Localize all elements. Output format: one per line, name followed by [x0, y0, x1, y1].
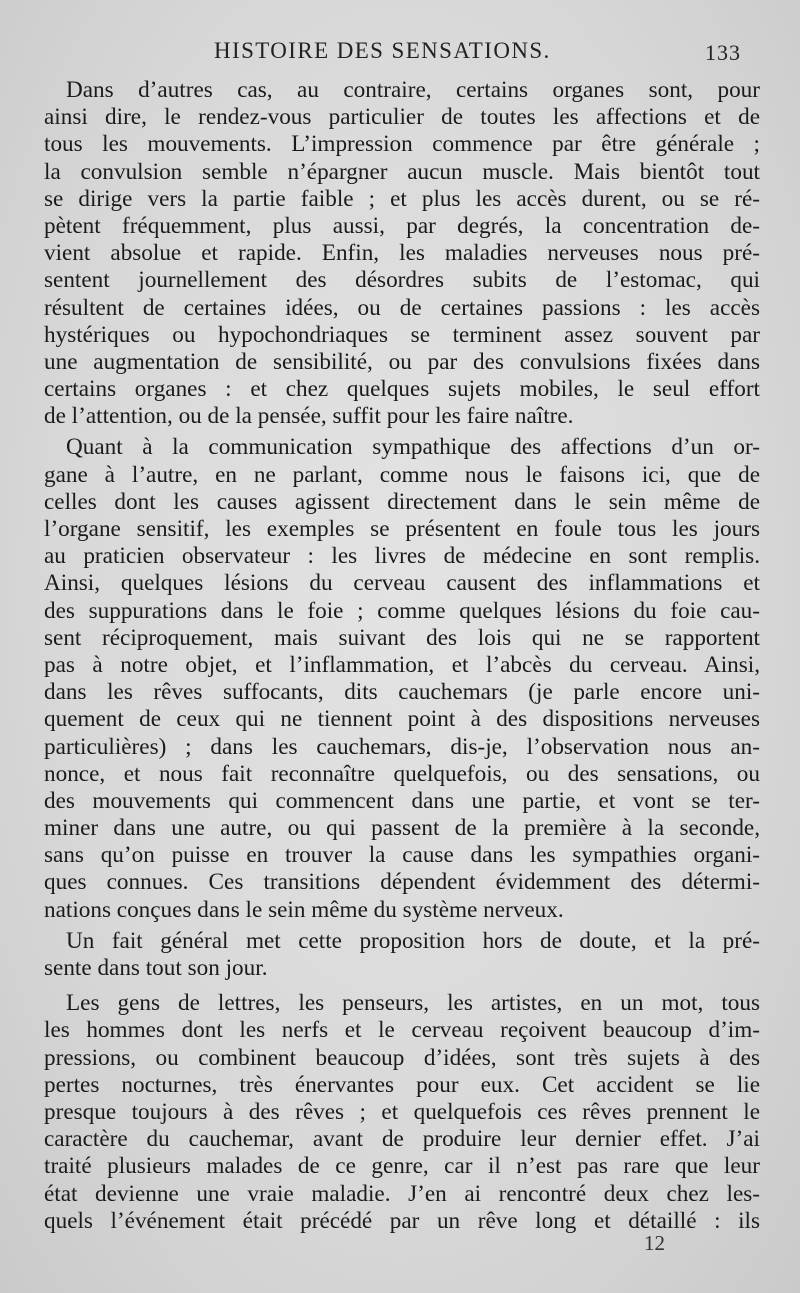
text-line: sans qu’on puisse en trouver la cause dans les sympathies organi-	[44, 842, 760, 869]
text-line: tous les mouvements. L’impression commence par être générale ;	[44, 131, 760, 158]
text-line: nonce, et nous fait reconnaître quelquefois, ou des sensations, ou	[44, 760, 760, 787]
text-line: la convulsion semble n’épargner aucun muscle. Mais bientôt tout	[44, 158, 760, 185]
text-line: nations conçues dans le sein même du système nerveux.	[44, 896, 564, 923]
text-line: vient absolue et rapide. Enfin, les maladies nerveuses nous pré-	[44, 240, 760, 267]
text-line: quement de ceux qui ne tiennent point à des dispositions nerveuses	[44, 706, 760, 733]
text-line: Les gens de lettres, les penseurs, les artistes, en un mot, tous	[66, 990, 760, 1017]
text-line: ainsi dire, le rendez-vous particulier de toutes les affections et de	[44, 104, 760, 131]
text-line: Un fait général met cette proposition hors de doute, et la pré-	[66, 927, 760, 954]
text-line: traité plusieurs malades de ce genre, car il n’est pas rare que leur	[44, 1153, 760, 1180]
text-line: de l’attention, ou de la pensée, suffit pour les faire naître.	[44, 403, 574, 430]
text-line: miner dans une autre, ou qui passent de la première à la seconde,	[44, 815, 760, 842]
text-line: celles dont les causes agissent directement dans le sein même de	[44, 488, 760, 515]
text-line: pas à notre objet, et l’inflammation, et l’abcès du cerveau. Ainsi,	[44, 651, 760, 678]
text-line: des mouvements qui commencent dans une partie, et vont se ter-	[44, 787, 760, 814]
signature-mark: 12	[644, 1231, 665, 1255]
text-line: gane à l’autre, en ne parlant, comme nous le faisons ici, que de	[44, 461, 760, 488]
text-line: pertes nocturnes, très énervantes pour eux. Cet accident se lie	[44, 1071, 760, 1098]
text-line: caractère du cauchemar, avant de produire leur dernier effet. J’ai	[44, 1126, 760, 1153]
text-line: Quant à la communication sympathique des affections d’un or-	[66, 434, 760, 461]
paragraph-2	[44, 434, 760, 923]
text-line: presque toujours à des rêves ; et quelquefois ces rêves prennent le	[44, 1098, 760, 1125]
text-line: dans les rêves suffocants, dits cauchemars (je parle encore uni-	[44, 679, 760, 706]
text-line: se dirige vers la partie faible ; et plus les accès durent, ou se ré-	[44, 185, 760, 212]
text-line: particulières) ; dans les cauchemars, dis-je, l’observation nous an-	[44, 733, 760, 760]
paragraph-4	[44, 990, 760, 1235]
text-line: hystériques ou hypochondriaques se terminent assez souvent par	[44, 321, 760, 348]
page-number: 133	[705, 40, 741, 65]
text-line: l’organe sensitif, les exemples se présentent en foule tous les jours	[44, 516, 760, 542]
text-line: les hommes dont les nerfs et le cerveau reçoivent beaucoup d’im-	[44, 1017, 760, 1044]
text-line: sentent journellement des désordres subits de l’estomac, qui	[44, 267, 760, 294]
text-line: ques connues. Ces transitions dépendent évidemment des détermi-	[44, 869, 760, 896]
text-line: quels l’événement était précédé par un rêve long et détaillé : ils	[44, 1207, 760, 1234]
text-line: sent réciproquement, mais suivant des lois qui ne se rapportent	[44, 624, 760, 651]
text-line: des suppurations dans le foie ; comme quelques lésions du foie cau-	[44, 597, 760, 624]
text-line: au praticien observateur : les livres de médecine en sont remplis.	[44, 543, 760, 570]
text-line: Ainsi, quelques lésions du cerveau causent des inflammations et	[44, 570, 760, 597]
page-header	[0, 38, 800, 70]
text-line: certains organes : et chez quelques sujets mobiles, le seul effort	[44, 376, 760, 403]
text-line: une augmentation de sensibilité, ou par des convulsions fixées dans	[44, 348, 760, 375]
text-line: état devienne une vraie maladie. J’en ai rencontré deux chez les-	[44, 1180, 760, 1207]
running-title: HISTOIRE DES SENSATIONS.	[214, 38, 551, 63]
text-line: sente dans tout son jour.	[44, 955, 268, 981]
text-line: Dans d’autres cas, au contraire, certains organes sont, pour	[66, 77, 760, 103]
paragraph-3	[44, 928, 760, 982]
text-line: pressions, ou combinent beaucoup d’idées, sont très sujets à des	[44, 1044, 760, 1071]
body-text	[44, 77, 760, 1235]
text-line: pètent fréquemment, plus aussi, par degrés, la concentration de-	[44, 212, 760, 239]
text-line: résultent de certaines idées, ou de certaines passions : les accès	[44, 294, 760, 321]
paragraph-1	[44, 77, 760, 430]
